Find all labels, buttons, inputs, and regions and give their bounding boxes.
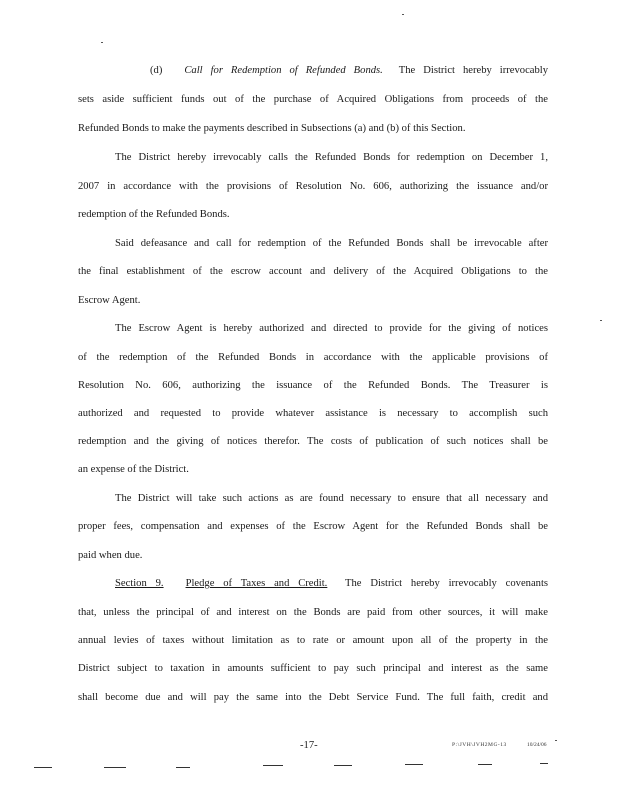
- scan-speck: [402, 14, 404, 15]
- paragraph-3-line-3: Escrow Agent.: [78, 295, 141, 306]
- scan-speck: [101, 42, 103, 43]
- scan-artifact-line: [405, 764, 423, 765]
- paragraph-2-line-1: The District hereby irrevocably calls the Refunded Bonds for redemption on December 1,: [115, 152, 548, 163]
- paragraph-3-line-2: the final establishment of the escrow account and delivery of the Acquired Obligations to the: [78, 266, 548, 277]
- document-code: P:\JVH\JVH2MG-13: [452, 742, 507, 748]
- paragraph-2-line-2: 2007 in accordance with the provisions of Resolution No. 606, authorizing the issuance and/or: [78, 181, 548, 192]
- document-date: 10/24/06: [527, 742, 547, 748]
- section-heading: Pledge of Taxes and Credit.: [185, 578, 328, 589]
- paragraph-4-line-3: Resolution No. 606, authorizing the issuance of the Refunded Bonds. The Treasurer is: [78, 380, 548, 391]
- subsection-label: (d): [150, 65, 163, 76]
- section-9-line-4: District subject to taxation in amounts sufficient to pay such principal and interest as the same: [78, 663, 548, 674]
- section-label: Section 9.: [115, 578, 164, 589]
- page-number: -17-: [300, 740, 318, 751]
- section-9-line-5: shall become due and will pay the same into the Debt Service Fund. The full faith, credit and: [78, 692, 548, 703]
- scan-speck: [600, 320, 602, 321]
- paragraph-d-line-1: (d) Call for Redemption of Refunded Bonds. The District hereby irrevocably: [150, 65, 549, 76]
- scan-artifact-line: [334, 765, 352, 766]
- subsection-heading: Call for Redemption of Refunded Bonds.: [184, 65, 383, 76]
- section-9-line-2: that, unless the principal of and interest on the Bonds are paid from other sources, it will make: [78, 607, 548, 618]
- scan-artifact-line: [176, 767, 190, 768]
- scan-artifact-line: [34, 767, 52, 768]
- paragraph-4-line-6: an expense of the District.: [78, 464, 189, 475]
- scan-artifact-line: [104, 767, 126, 768]
- paragraph-4-line-2: of the redemption of the Refunded Bonds in accordance with the applicable provisions of: [78, 352, 548, 363]
- paragraph-4-line-1: The Escrow Agent is hereby authorized and directed to provide for the giving of notices: [115, 323, 548, 334]
- paragraph-d-line-2: sets aside sufficient funds out of the purchase of Acquired Obligations from proceeds of the: [78, 94, 548, 105]
- paragraph-d-line-3: Refunded Bonds to make the payments described in Subsections (a) and (b) of this Section.: [78, 123, 466, 134]
- paragraph-3-line-1: Said defeasance and call for redemption of the Refunded Bonds shall be irrevocable after: [115, 238, 548, 249]
- scan-artifact-line: [478, 764, 492, 765]
- paragraph-4-line-5: redemption and the giving of notices therefor. The costs of publication of such notices shall be: [78, 436, 548, 447]
- paragraph-4-line-4: authorized and requested to provide whatever assistance is necessary to accomplish such: [78, 408, 548, 419]
- section-9-line-3: annual levies of taxes without limitation as to rate or amount upon all of the property in the: [78, 635, 548, 646]
- scan-artifact-line: [540, 763, 548, 764]
- paragraph-5-line-3: paid when due.: [78, 550, 143, 561]
- section-9-line-1: Section 9. Pledge of Taxes and Credit. The District hereby irrevocably covenants: [115, 578, 549, 589]
- paragraph-2-line-3: redemption of the Refunded Bonds.: [78, 209, 230, 220]
- scan-artifact-line: [263, 765, 283, 766]
- paragraph-5-line-2: proper fees, compensation and expenses of the Escrow Agent for the Refunded Bonds shall be: [78, 521, 548, 532]
- paragraph-5-line-1: The District will take such actions as are found necessary to ensure that all necessary and: [115, 493, 548, 504]
- scan-speck: [555, 740, 557, 741]
